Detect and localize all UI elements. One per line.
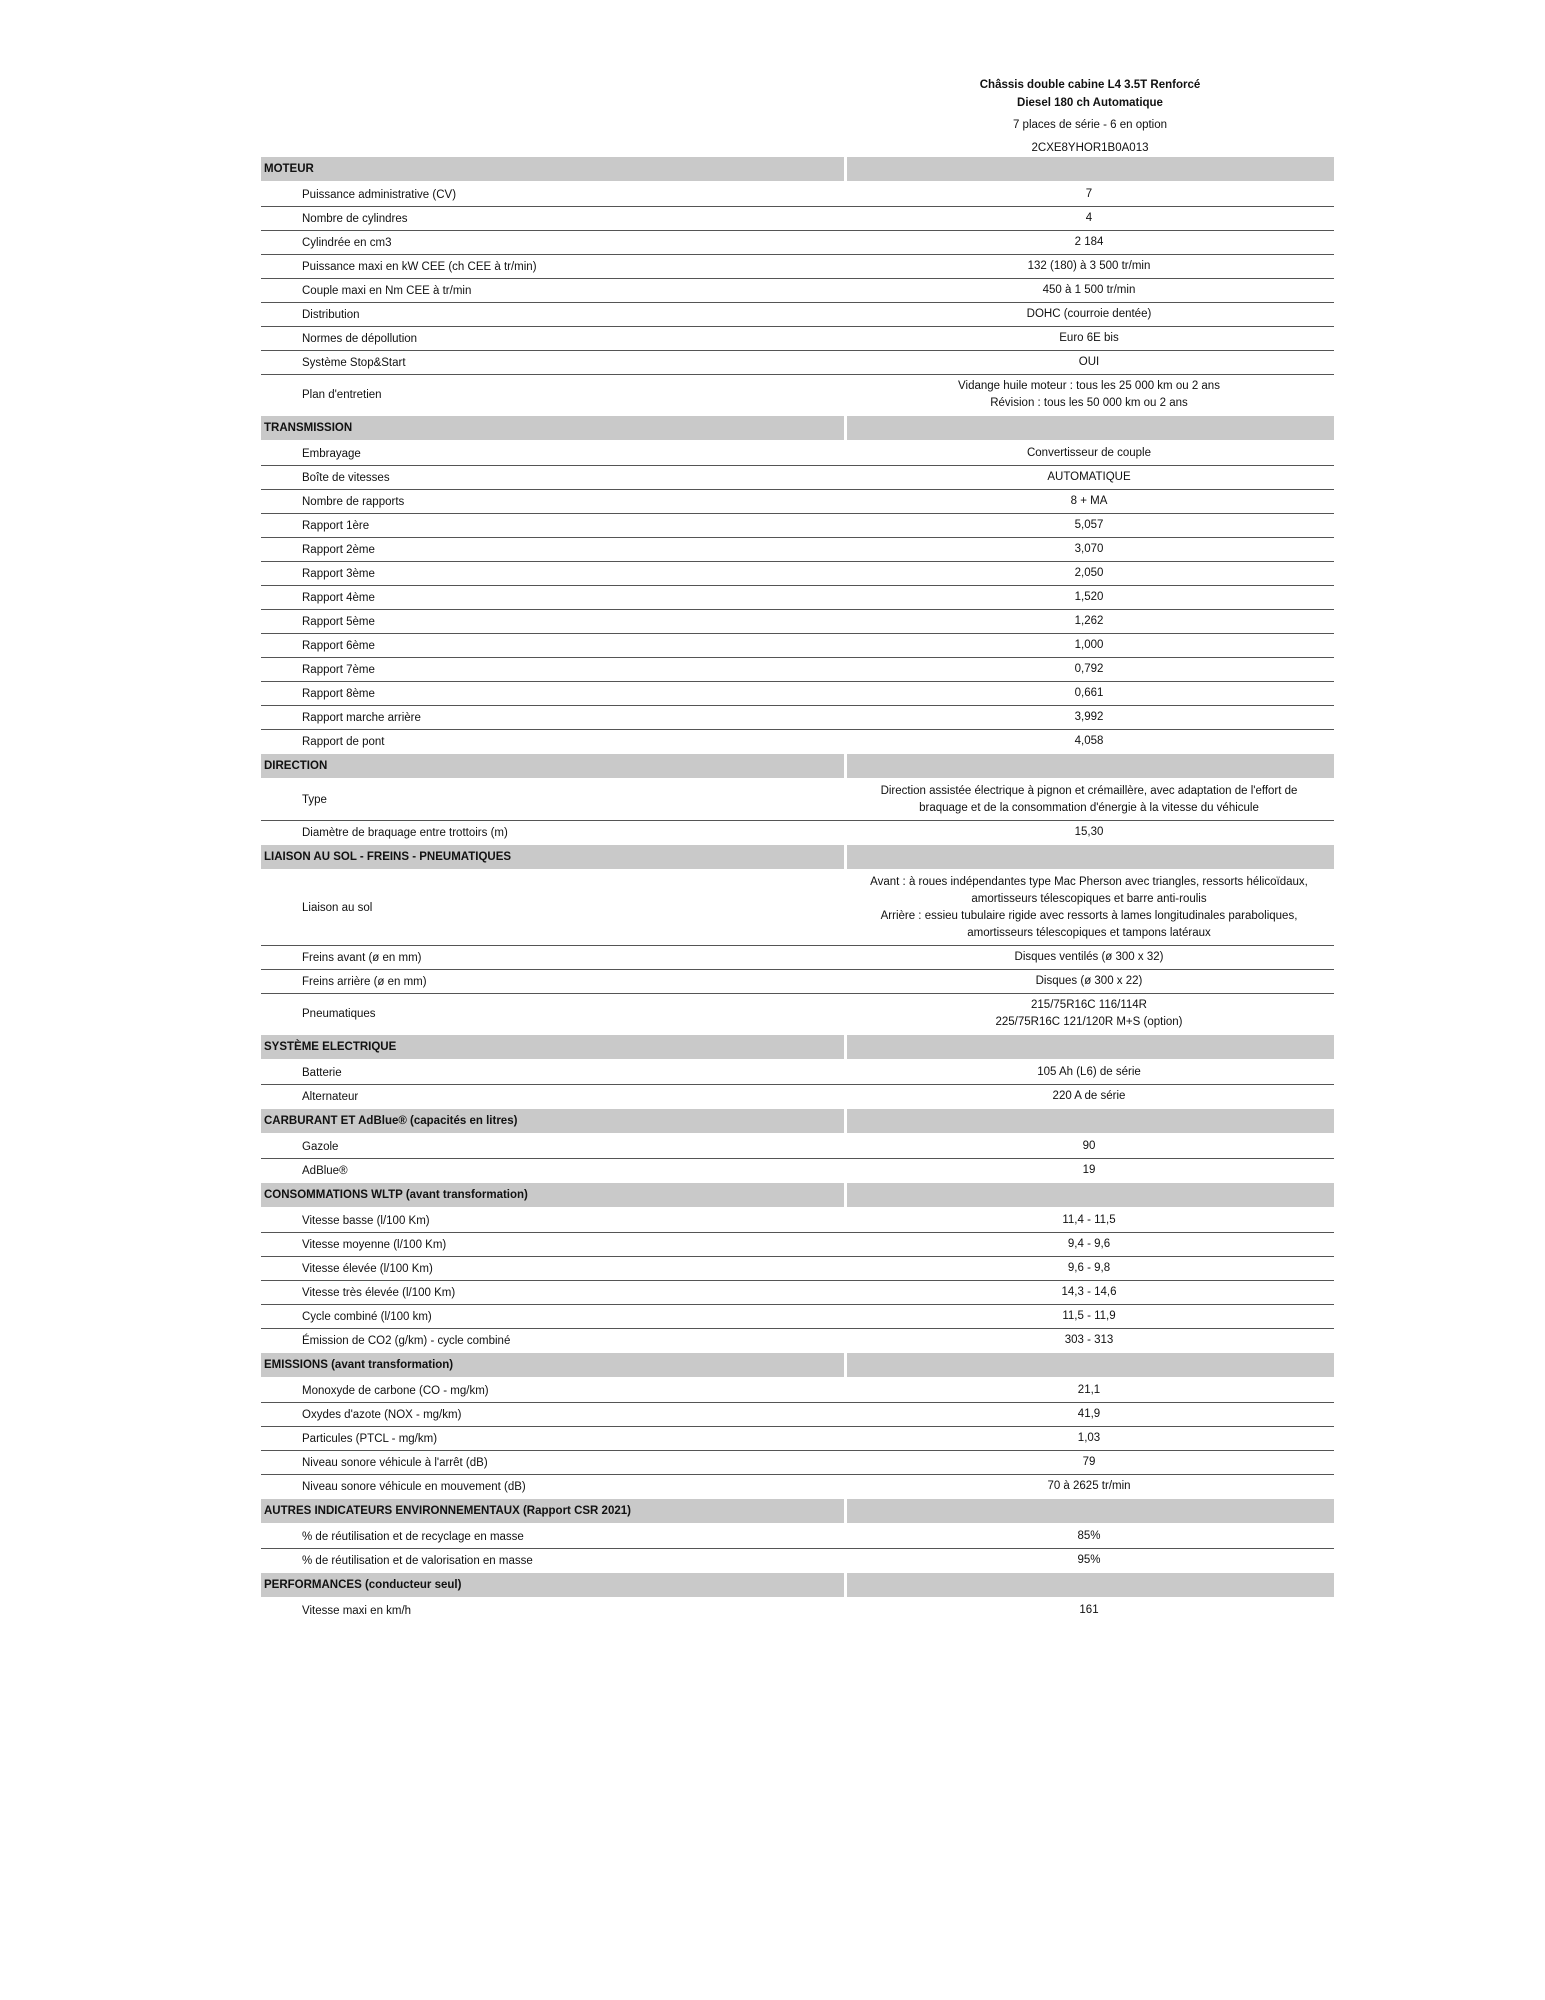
spec-row (261, 610, 1334, 634)
spec-value: 1,000 (1074, 639, 1104, 651)
spec-value: 15,30 (1074, 826, 1104, 838)
spec-row (261, 780, 1334, 821)
spec-value: 3,992 (1074, 711, 1104, 723)
spec-row (261, 514, 1334, 538)
spec-label: Liaison au sol (302, 902, 373, 914)
spec-row (261, 994, 1334, 1035)
spec-label: Rapport 8ème (302, 687, 375, 700)
spec-row (261, 946, 1334, 970)
spec-label: AdBlue® (302, 1164, 348, 1177)
spec-value: 0,792 (1074, 663, 1104, 675)
spec-value: 14,3 - 14,6 (1061, 1286, 1117, 1298)
spec-value: Direction assistée électrique à pignon et crémaillère, avec adaptation de l'effort de braquage et de la consommation d'énergie à la vitesse du véhicule (880, 785, 1298, 814)
section-header (261, 754, 1334, 780)
spec-value: 41,9 (1077, 1408, 1101, 1420)
section-title: LIAISON AU SOL - FREINS - PNEUMATIQUES (264, 851, 512, 863)
spec-value: 1,03 (1077, 1432, 1101, 1444)
spec-value: 132 (180) à 3 500 tr/min (1027, 260, 1151, 272)
spec-label: Gazole (302, 1140, 339, 1153)
spec-label: Couple maxi en Nm CEE à tr/min (302, 284, 472, 297)
section-header-fill (844, 1353, 1334, 1377)
spec-label: Niveau sonore véhicule en mouvement (dB) (302, 1480, 526, 1493)
section-header (261, 1353, 1334, 1379)
spec-label: Boîte de vitesses (302, 471, 390, 484)
section-header (261, 1109, 1334, 1135)
section-header-fill (844, 1183, 1334, 1207)
spec-row (261, 1525, 1334, 1549)
spec-value: 4,058 (1074, 735, 1104, 747)
spec-value: 21,1 (1077, 1384, 1101, 1396)
spec-value: 11,4 - 11,5 (1062, 1214, 1116, 1226)
spec-label: Vitesse moyenne (l/100 Km) (302, 1238, 447, 1251)
spec-label: Distribution (302, 308, 360, 321)
spec-value: 9,4 - 9,6 (1067, 1238, 1111, 1250)
spec-row (261, 351, 1334, 375)
spec-label: Rapport 2ème (302, 543, 375, 556)
spec-label: Puissance maxi en kW CEE (ch CEE à tr/min) (302, 260, 537, 273)
section-title: DIRECTION (264, 760, 328, 772)
spec-row (261, 658, 1334, 682)
spec-label: Cycle combiné (l/100 km) (302, 1310, 432, 1323)
section-header-fill (844, 157, 1334, 181)
spec-row (261, 730, 1334, 754)
spec-row (261, 442, 1334, 466)
spec-label: Nombre de rapports (302, 495, 405, 508)
spec-row (261, 871, 1334, 946)
spec-label: Normes de dépollution (302, 332, 418, 345)
spec-row (261, 1403, 1334, 1427)
spec-row (261, 207, 1334, 231)
spec-value: 70 à 2625 tr/min (1047, 1480, 1131, 1492)
spec-row (261, 1451, 1334, 1475)
section-title: EMISSIONS (avant transformation) (264, 1359, 454, 1371)
spec-row (261, 1061, 1334, 1085)
spec-row (261, 183, 1334, 207)
section-header-fill (844, 754, 1334, 778)
spec-row (261, 1599, 1334, 1623)
spec-label: Freins arrière (ø en mm) (302, 975, 427, 988)
version-code: 2CXE8YHOR1B0A013 (1031, 141, 1149, 154)
spec-row (261, 490, 1334, 514)
spec-value: 79 (1082, 1456, 1096, 1468)
spec-label: Rapport 5ème (302, 615, 375, 628)
spec-label: Vitesse très élevée (l/100 Km) (302, 1286, 456, 1299)
spec-label: Pneumatiques (302, 1008, 376, 1020)
spec-value: 3,070 (1074, 543, 1104, 555)
spec-value: 95% (1077, 1554, 1101, 1566)
spec-label: % de réutilisation et de recyclage en masse (302, 1530, 524, 1543)
spec-row (261, 1281, 1334, 1305)
document-header (844, 77, 1336, 157)
spec-value: 0,661 (1074, 687, 1104, 699)
spec-value: 161 (1079, 1604, 1099, 1616)
spec-value: 1,262 (1074, 615, 1104, 627)
spec-value: 19 (1082, 1164, 1096, 1176)
spec-label: Particules (PTCL - mg/km) (302, 1432, 438, 1445)
spec-row (261, 586, 1334, 610)
spec-row (261, 970, 1334, 994)
spec-row (261, 682, 1334, 706)
spec-row (261, 1475, 1334, 1499)
spec-row (261, 1233, 1334, 1257)
spec-label: Vitesse élevée (l/100 Km) (302, 1262, 433, 1275)
spec-label: Alternateur (302, 1090, 359, 1103)
spec-label: Rapport 1ère (302, 519, 370, 532)
spec-row (261, 1305, 1334, 1329)
spec-row (261, 303, 1334, 327)
spec-label: Embrayage (302, 447, 361, 460)
spec-label: Rapport 6ème (302, 639, 375, 652)
spec-label: Nombre de cylindres (302, 212, 408, 225)
spec-row (261, 562, 1334, 586)
spec-row (261, 327, 1334, 351)
spec-label: Diamètre de braquage entre trottoirs (m) (302, 826, 508, 839)
spec-value: 303 - 313 (1064, 1334, 1114, 1346)
spec-row (261, 466, 1334, 490)
spec-label: Rapport 3ème (302, 567, 375, 580)
section-header (261, 1573, 1334, 1599)
spec-label: Type (302, 794, 327, 806)
section-header (261, 1035, 1334, 1061)
spec-row (261, 1257, 1334, 1281)
seating-info: 7 places de série - 6 en option (1012, 119, 1168, 131)
section-header-fill (844, 845, 1334, 869)
spec-row (261, 706, 1334, 730)
section-title: PERFORMANCES (conducteur seul) (264, 1579, 462, 1591)
section-title: AUTRES INDICATEURS ENVIRONNEMENTAUX (Rapport CSR 2021) (264, 1505, 631, 1517)
spec-value: 2,050 (1074, 567, 1104, 579)
section-header (261, 157, 1334, 183)
spec-table (261, 157, 1334, 1623)
spec-label: Puissance administrative (CV) (302, 188, 457, 201)
spec-value: OUI (1078, 356, 1100, 368)
spec-value: 450 à 1 500 tr/min (1042, 284, 1136, 296)
spec-value: 2 184 (1074, 236, 1104, 248)
spec-row (261, 1135, 1334, 1159)
spec-label: % de réutilisation et de valorisation en masse (302, 1554, 533, 1567)
model-title-line2: Diesel 180 ch Automatique (1017, 96, 1163, 109)
spec-value: 215/75R16C 116/114R 225/75R16C 121/120R M+S (option) (995, 999, 1183, 1028)
spec-value: 7 (1085, 188, 1093, 200)
spec-row (261, 255, 1334, 279)
spec-label: Émission de CO2 (g/km) - cycle combiné (302, 1334, 511, 1347)
spec-label: Vitesse maxi en km/h (302, 1604, 412, 1617)
section-title: SYSTÈME ELECTRIQUE (264, 1041, 397, 1053)
section-title: CARBURANT ET AdBlue® (capacités en litres) (264, 1115, 518, 1127)
spec-value: 5,057 (1074, 519, 1104, 531)
spec-value: 90 (1082, 1140, 1096, 1152)
spec-row (261, 1159, 1334, 1183)
spec-value: 220 A de série (1052, 1090, 1126, 1102)
section-header (261, 1183, 1334, 1209)
spec-value: DOHC (courroie dentée) (1026, 308, 1152, 320)
spec-label: Système Stop&Start (302, 356, 406, 369)
spec-label: Rapport de pont (302, 735, 385, 748)
spec-row (261, 634, 1334, 658)
spec-value: 11,5 - 11,9 (1062, 1310, 1116, 1322)
spec-value: AUTOMATIQUE (1047, 471, 1131, 483)
spec-label: Batterie (302, 1066, 342, 1079)
section-header-fill (844, 1109, 1334, 1133)
section-header-fill (844, 1499, 1334, 1523)
section-title: CONSOMMATIONS WLTP (avant transformation) (264, 1189, 528, 1201)
section-header (261, 845, 1334, 871)
spec-label: Freins avant (ø en mm) (302, 951, 422, 964)
section-header-fill (844, 1573, 1334, 1597)
spec-label: Rapport 7ème (302, 663, 375, 676)
spec-row (261, 1549, 1334, 1573)
spec-row (261, 231, 1334, 255)
spec-label: Niveau sonore véhicule à l'arrêt (dB) (302, 1456, 488, 1469)
spec-value: Euro 6E bis (1059, 332, 1119, 344)
spec-label: Rapport marche arrière (302, 711, 421, 724)
spec-row (261, 1329, 1334, 1353)
spec-row (261, 1379, 1334, 1403)
section-title: TRANSMISSION (264, 422, 353, 434)
model-title-line1: Châssis double cabine L4 3.5T Renforcé (979, 79, 1201, 91)
spec-row (261, 1427, 1334, 1451)
section-title: MOTEUR (264, 163, 314, 175)
section-header (261, 416, 1334, 442)
spec-row (261, 1209, 1334, 1233)
spec-value: 9,6 - 9,8 (1067, 1262, 1111, 1274)
spec-row (261, 1085, 1334, 1109)
spec-value: Convertisseur de couple (1026, 447, 1151, 459)
spec-label: Cylindrée en cm3 (302, 236, 392, 249)
spec-label: Plan d'entretien (302, 389, 382, 401)
spec-value: Disques ventilés (ø 300 x 32) (1014, 951, 1164, 963)
spec-label: Oxydes d'azote (NOX - mg/km) (302, 1408, 462, 1421)
section-header-fill (844, 416, 1334, 440)
spec-value: 8 + MA (1070, 495, 1108, 507)
spec-value: 4 (1085, 212, 1093, 224)
spec-value: 85% (1077, 1530, 1101, 1542)
spec-label: Vitesse basse (l/100 Km) (302, 1214, 430, 1227)
section-header-fill (844, 1035, 1334, 1059)
spec-label: Rapport 4ème (302, 591, 375, 604)
spec-row (261, 375, 1334, 416)
spec-row (261, 538, 1334, 562)
spec-row (261, 279, 1334, 303)
spec-row (261, 821, 1334, 845)
spec-value: 1,520 (1074, 591, 1104, 603)
spec-value: Avant : à roues indépendantes type Mac Pherson avec triangles, ressorts hélicoïdaux, amortisseurs télescopiques et barre anti-roulis Arrière : essieu tubulaire rigide avec ressorts à lames longitudinales paraboliques, amortisseurs télescopiques et tampons latéraux (870, 876, 1308, 939)
section-header (261, 1499, 1334, 1525)
spec-value: 105 Ah (L6) de série (1037, 1066, 1141, 1078)
spec-label: Monoxyde de carbone (CO - mg/km) (302, 1384, 489, 1397)
spec-value: Vidange huile moteur : tous les 25 000 km ou 2 ans Révision : tous les 50 000 km ou 2 ans (958, 380, 1220, 409)
spec-value: Disques (ø 300 x 22) (1035, 975, 1143, 987)
